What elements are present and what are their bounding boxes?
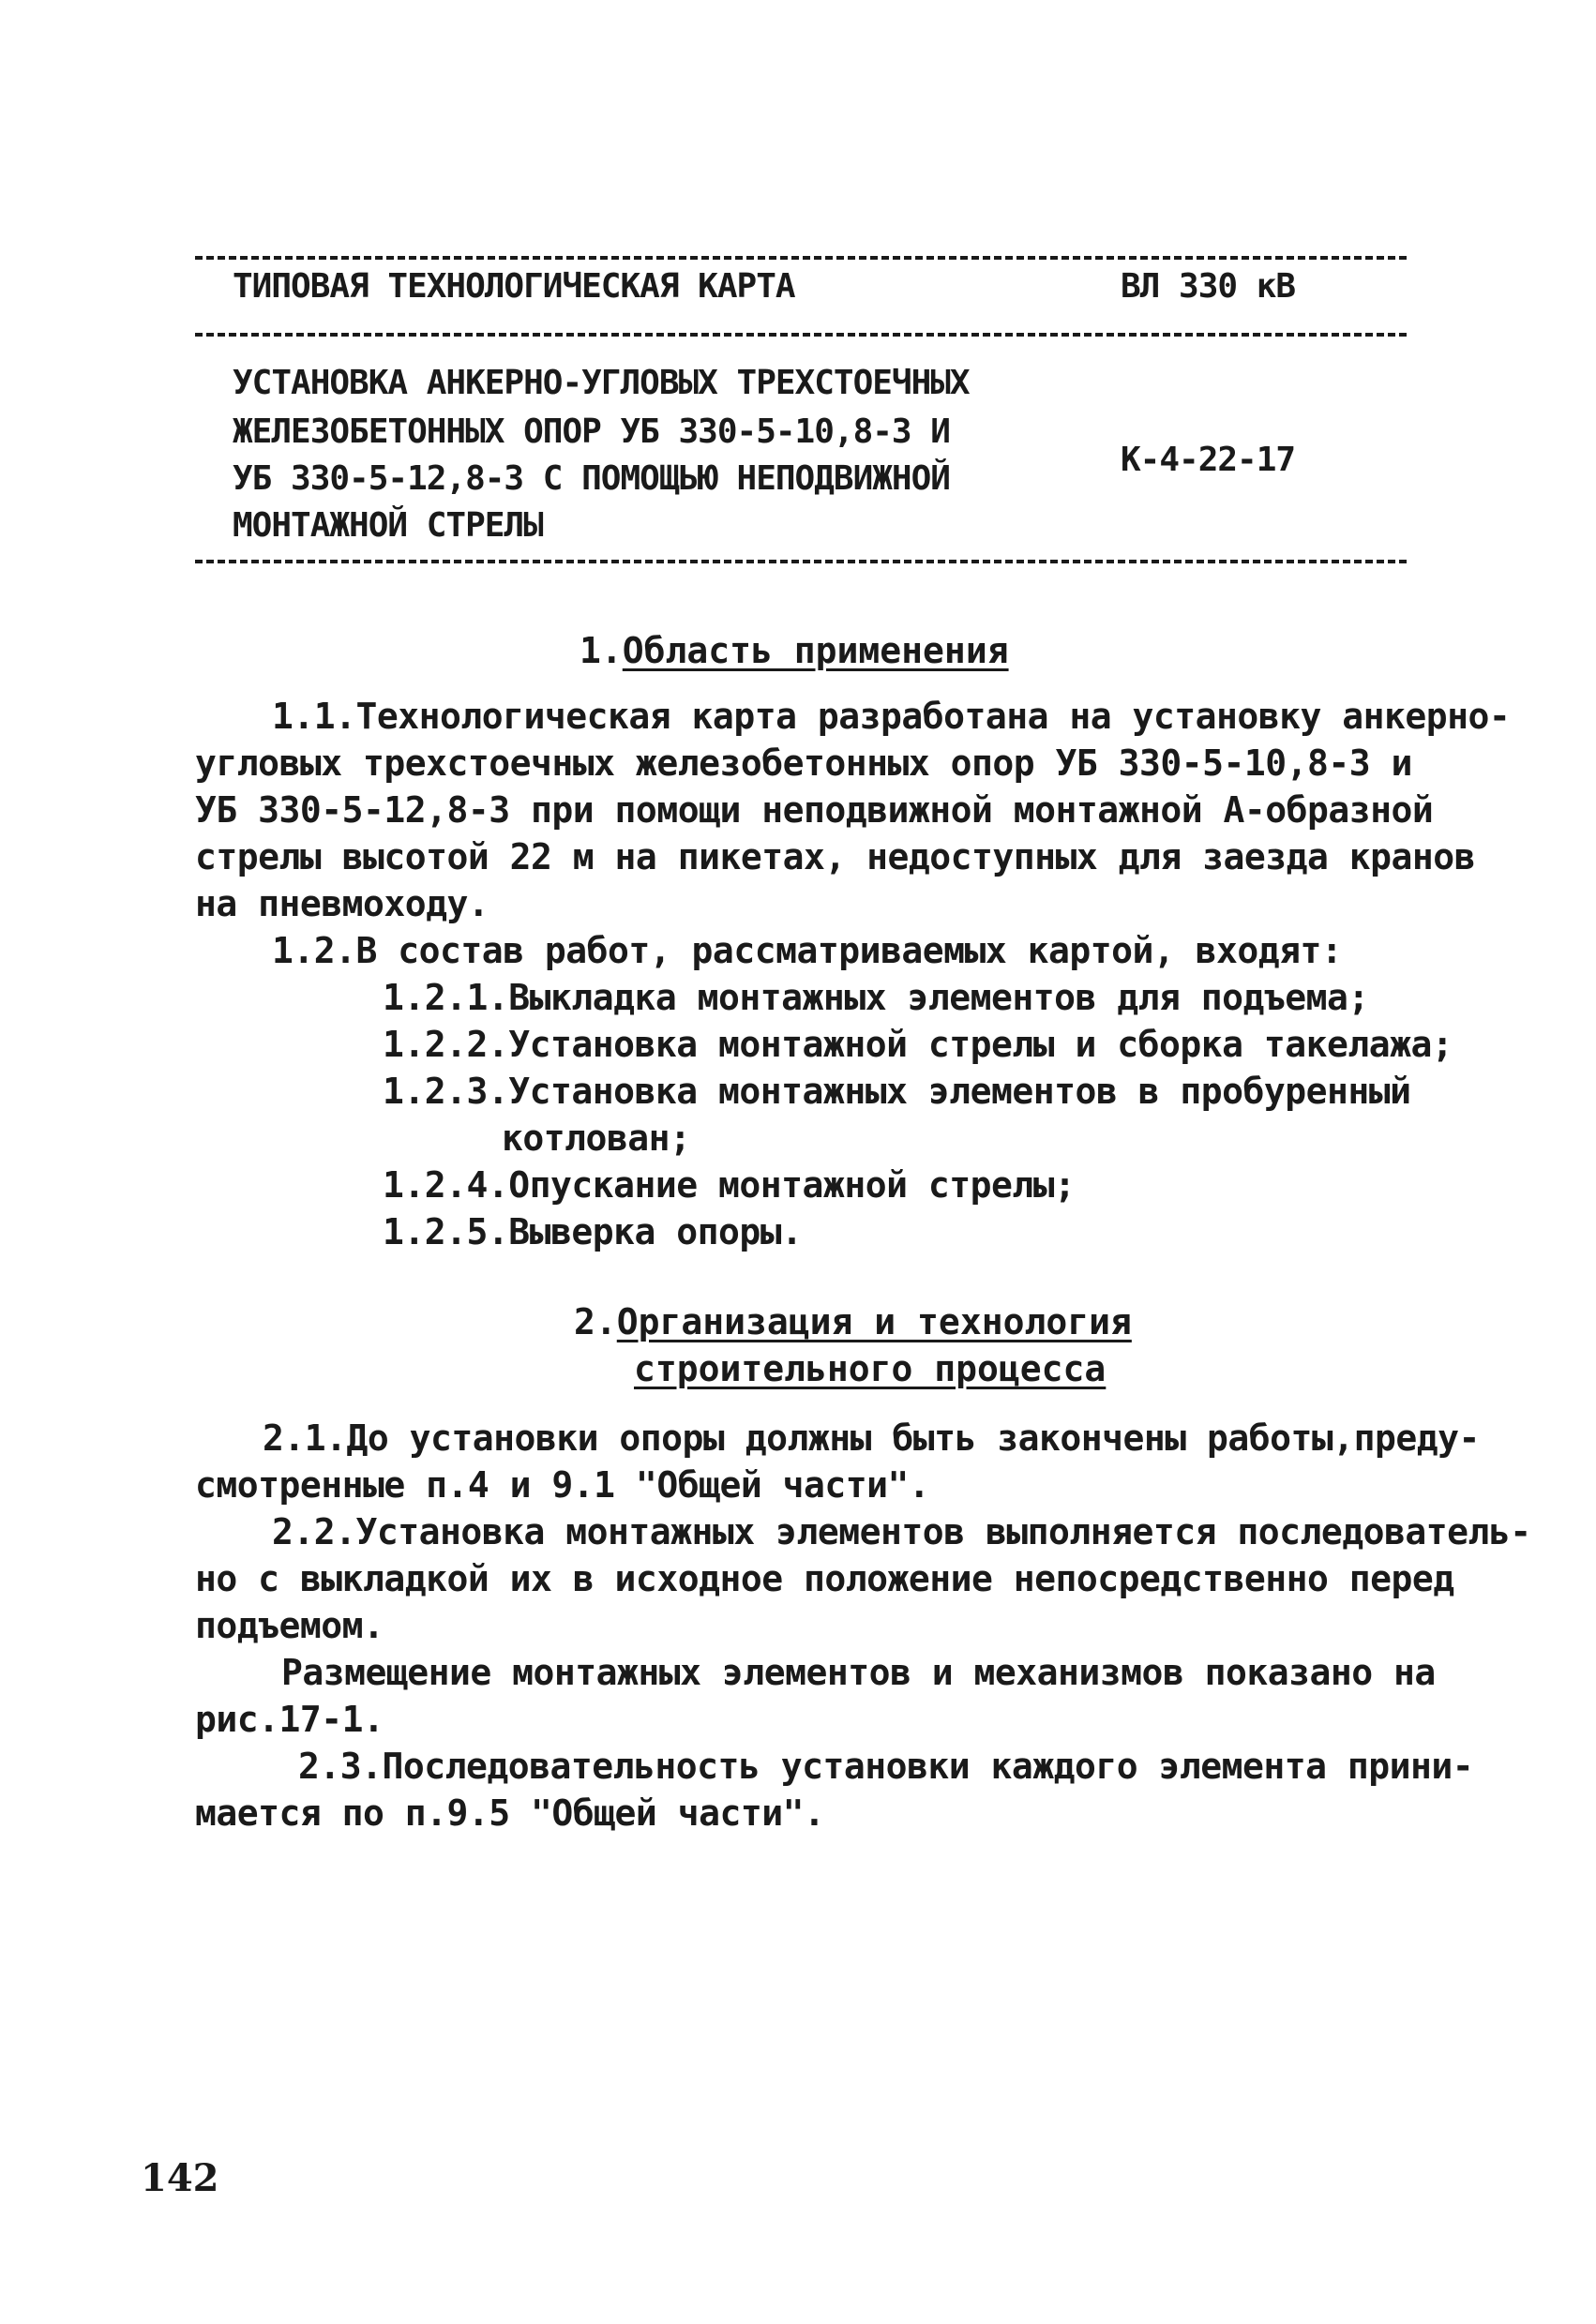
- s1-item-1: 1.2.1.Выкладка монтажных элементов для подъема;: [383, 977, 1369, 1018]
- s1-line-5: на пневмоходу.: [195, 883, 489, 924]
- section-2-title-1: Организация и технология: [616, 1301, 1132, 1342]
- s2-line-2: смотренные п.4 и 9.1 "Общей части".: [195, 1464, 930, 1506]
- s2-line-3: 2.2.Установка монтажных элементов выполняется последователь-: [272, 1511, 1531, 1552]
- section-2-heading-line-2: [634, 1348, 1106, 1389]
- s1-item-4: 1.2.4.Опускание монтажной стрелы;: [383, 1164, 1076, 1206]
- header-divider-bottom: [195, 560, 1407, 563]
- s2-line-7: рис.17-1.: [195, 1699, 384, 1740]
- s2-line-8: 2.3.Последовательность установки каждого элемента прини-: [298, 1746, 1474, 1787]
- section-1-heading: [580, 630, 1009, 671]
- title-line-4: МОНТАЖНОЙ СТРЕЛЫ: [233, 506, 543, 545]
- title-line-2: ЖЕЛЕЗОБЕТОННЫХ ОПОР УБ 330-5-10,8-3 И: [233, 412, 950, 451]
- doc-type: ТИПОВАЯ ТЕХНОЛОГИЧЕСКАЯ КАРТА: [233, 267, 795, 306]
- section-2-heading-line-1: [574, 1301, 1132, 1342]
- section-1-title: Область применения: [622, 630, 1009, 671]
- s1-item-5: 1.2.5.Выверка опоры.: [383, 1211, 803, 1252]
- header-divider-top: [195, 256, 1407, 260]
- title-line-1: УСТАНОВКА АНКЕРНО-УГЛОВЫХ ТРЕХСТОЕЧНЫХ: [233, 364, 970, 402]
- s1-line-1: 1.1.Технологическая карта разработана на установку анкерно-: [272, 696, 1511, 737]
- s2-line-1: 2.1.До установки опоры должны быть закончены работы,преду-: [263, 1417, 1480, 1459]
- title-line-3: УБ 330-5-12,8-3 С ПОМОЩЬЮ НЕПОДВИЖНОЙ: [233, 459, 950, 498]
- s2-line-5: подъемом.: [195, 1605, 384, 1646]
- s1-line-4: стрелы высотой 22 м на пикетах, недоступных для заезда кранов: [195, 836, 1476, 877]
- header-divider-middle: [195, 333, 1407, 337]
- section-1-number: 1.: [580, 630, 623, 671]
- s2-line-6: Размещение монтажных элементов и механизмов показано на: [281, 1652, 1436, 1693]
- s1-line-3: УБ 330-5-12,8-3 при помощи неподвижной монтажной А-образной: [195, 789, 1434, 831]
- s1-item-3-cont: котлован;: [502, 1117, 691, 1159]
- section-2-title-2: строительного процесса: [634, 1348, 1107, 1389]
- line-class: ВЛ 330 кВ: [1121, 267, 1296, 306]
- doc-code: К-4-22-17: [1121, 441, 1296, 479]
- s2-line-4: но с выкладкой их в исходное положение непосредственно перед: [195, 1558, 1454, 1599]
- s1-line-6: 1.2.В состав работ, рассматриваемых картой, входят:: [272, 930, 1343, 971]
- section-2-number: 2.: [574, 1301, 617, 1342]
- s1-item-2: 1.2.2.Установка монтажной стрелы и сборка такелажа;: [383, 1024, 1453, 1065]
- page-number: 142: [141, 2156, 219, 2200]
- s1-item-3: 1.2.3.Установка монтажных элементов в пробуренный: [383, 1071, 1411, 1112]
- s2-line-9: мается по п.9.5 "Общей части".: [195, 1792, 825, 1834]
- s1-line-2: угловых трехстоечных железобетонных опор УБ 330-5-10,8-3 и: [195, 742, 1412, 784]
